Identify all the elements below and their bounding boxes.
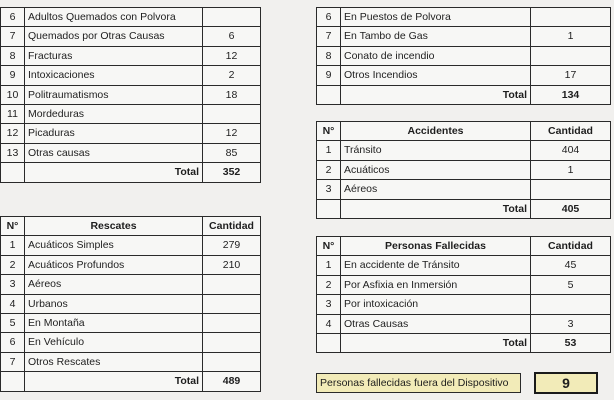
table-row <box>317 256 611 275</box>
row-value <box>203 333 261 352</box>
row-number: 3 <box>317 180 341 199</box>
row-number: 10 <box>1 85 25 104</box>
row-label: En Puestos de Polvora <box>341 8 531 27</box>
table-row <box>1 236 261 255</box>
total-row <box>317 85 611 104</box>
table-row <box>317 314 611 333</box>
row-value <box>203 104 261 123</box>
row-value <box>203 294 261 313</box>
row-value: 279 <box>203 236 261 255</box>
row-value <box>531 295 611 314</box>
row-value: 210 <box>203 255 261 274</box>
row-label: Urbanos <box>25 294 203 313</box>
row-label: En Tambo de Gas <box>341 27 531 46</box>
row-value: 3 <box>531 314 611 333</box>
row-number: 6 <box>317 8 341 27</box>
table-row <box>1 85 261 104</box>
row-label: Adultos Quemados con Polvora <box>25 8 203 27</box>
row-label: Tránsito <box>341 141 531 160</box>
table-row <box>1 294 261 313</box>
row-number: 9 <box>317 66 341 85</box>
table-row <box>317 46 611 65</box>
row-value: 2 <box>203 66 261 85</box>
row-number: 3 <box>1 275 25 294</box>
row-value <box>203 352 261 371</box>
row-label: Por intoxicación <box>341 295 531 314</box>
total-label: Total <box>341 199 531 218</box>
row-value: 1 <box>531 27 611 46</box>
row-number: 1 <box>317 256 341 275</box>
table-incendios <box>316 7 611 105</box>
row-number: 1 <box>1 236 25 255</box>
row-number: 11 <box>1 104 25 123</box>
fuera-dispositivo-value: 9 <box>534 372 598 394</box>
table-row <box>1 255 261 274</box>
row-number: 6 <box>1 8 25 27</box>
column-header-number: N° <box>317 237 341 256</box>
row-label: Intoxicaciones <box>25 66 203 85</box>
total-label: Total <box>25 372 203 391</box>
row-label: Otras Causas <box>341 314 531 333</box>
table-row <box>317 160 611 179</box>
total-row <box>317 199 611 218</box>
total-value: 352 <box>203 163 261 182</box>
row-label: Otros Rescates <box>25 352 203 371</box>
table-header-row <box>317 237 611 256</box>
row-value: 17 <box>531 66 611 85</box>
column-header-number: N° <box>1 217 25 236</box>
row-value: 1 <box>531 160 611 179</box>
table-row <box>1 46 261 65</box>
row-value: 12 <box>203 46 261 65</box>
row-label: En Montaña <box>25 313 203 332</box>
total-row <box>1 372 261 391</box>
total-label: Total <box>25 163 203 182</box>
table-row <box>317 141 611 160</box>
total-label: Total <box>341 333 531 352</box>
column-header-number: N° <box>317 122 341 141</box>
row-label: Picaduras <box>25 124 203 143</box>
row-number: 7 <box>317 27 341 46</box>
row-number: 2 <box>317 275 341 294</box>
row-number: 7 <box>1 352 25 371</box>
table-row <box>317 180 611 199</box>
row-label: Aéreos <box>341 180 531 199</box>
table-row <box>1 143 261 162</box>
row-value: 85 <box>203 143 261 162</box>
total-value: 489 <box>203 372 261 391</box>
row-number: 6 <box>1 333 25 352</box>
table-row <box>317 66 611 85</box>
table-header-row <box>1 217 261 236</box>
total-value: 134 <box>531 85 611 104</box>
table-row <box>1 27 261 46</box>
row-number: 3 <box>317 295 341 314</box>
row-value: 6 <box>203 27 261 46</box>
row-label: En Vehículo <box>25 333 203 352</box>
table-header-row <box>317 122 611 141</box>
table-row <box>1 8 261 27</box>
row-label: Otros Incendios <box>341 66 531 85</box>
table-row <box>1 275 261 294</box>
row-value <box>203 8 261 27</box>
table-accidentes <box>316 121 611 219</box>
row-label: Fracturas <box>25 46 203 65</box>
row-number: 4 <box>317 314 341 333</box>
column-header-quantity: Cantidad <box>531 122 611 141</box>
total-value: 405 <box>531 199 611 218</box>
row-number: 2 <box>317 160 341 179</box>
row-value: 12 <box>203 124 261 143</box>
row-value <box>203 313 261 332</box>
column-header-quantity: Cantidad <box>531 237 611 256</box>
row-number: 9 <box>1 66 25 85</box>
row-value <box>531 8 611 27</box>
total-row <box>317 333 611 352</box>
total-value: 53 <box>531 333 611 352</box>
row-value <box>531 180 611 199</box>
table-row <box>1 352 261 371</box>
row-value: 45 <box>531 256 611 275</box>
fuera-dispositivo-label: Personas fallecidas fuera del Dispositivo <box>316 373 521 393</box>
row-label: Acuáticos Profundos <box>25 255 203 274</box>
row-value: 18 <box>203 85 261 104</box>
column-header-title: Personas Fallecidas <box>341 237 531 256</box>
table-row <box>1 66 261 85</box>
total-label: Total <box>341 85 531 104</box>
row-label: Por Asfixia en Inmersión <box>341 275 531 294</box>
row-number: 4 <box>1 294 25 313</box>
row-label: Politraumatismos <box>25 85 203 104</box>
row-number: 8 <box>1 46 25 65</box>
table-row <box>317 295 611 314</box>
row-label: Aéreos <box>25 275 203 294</box>
row-value <box>203 275 261 294</box>
table-row <box>317 275 611 294</box>
row-label: Acuáticos Simples <box>25 236 203 255</box>
row-label: Quemados por Otras Causas <box>25 27 203 46</box>
row-number: 5 <box>1 313 25 332</box>
row-number: 2 <box>1 255 25 274</box>
row-label: Mordeduras <box>25 104 203 123</box>
row-number: 13 <box>1 143 25 162</box>
table-lesiones <box>0 7 261 183</box>
total-row <box>1 163 261 182</box>
row-number: 7 <box>1 27 25 46</box>
column-header-title: Accidentes <box>341 122 531 141</box>
row-label: Otras causas <box>25 143 203 162</box>
row-number: 8 <box>317 46 341 65</box>
column-header-quantity: Cantidad <box>203 217 261 236</box>
row-label: Acuáticos <box>341 160 531 179</box>
row-number: 1 <box>317 141 341 160</box>
table-row <box>317 27 611 46</box>
table-row <box>1 333 261 352</box>
column-header-title: Rescates <box>25 217 203 236</box>
row-value: 404 <box>531 141 611 160</box>
row-value <box>531 46 611 65</box>
table-rescates <box>0 216 261 392</box>
row-value: 5 <box>531 275 611 294</box>
table-row <box>1 104 261 123</box>
row-number: 12 <box>1 124 25 143</box>
table-row <box>317 8 611 27</box>
row-label: En accidente de Tránsito <box>341 256 531 275</box>
table-row <box>1 124 261 143</box>
table-row <box>1 313 261 332</box>
row-label: Conato de incendio <box>341 46 531 65</box>
table-personas-fallecidas <box>316 236 611 353</box>
